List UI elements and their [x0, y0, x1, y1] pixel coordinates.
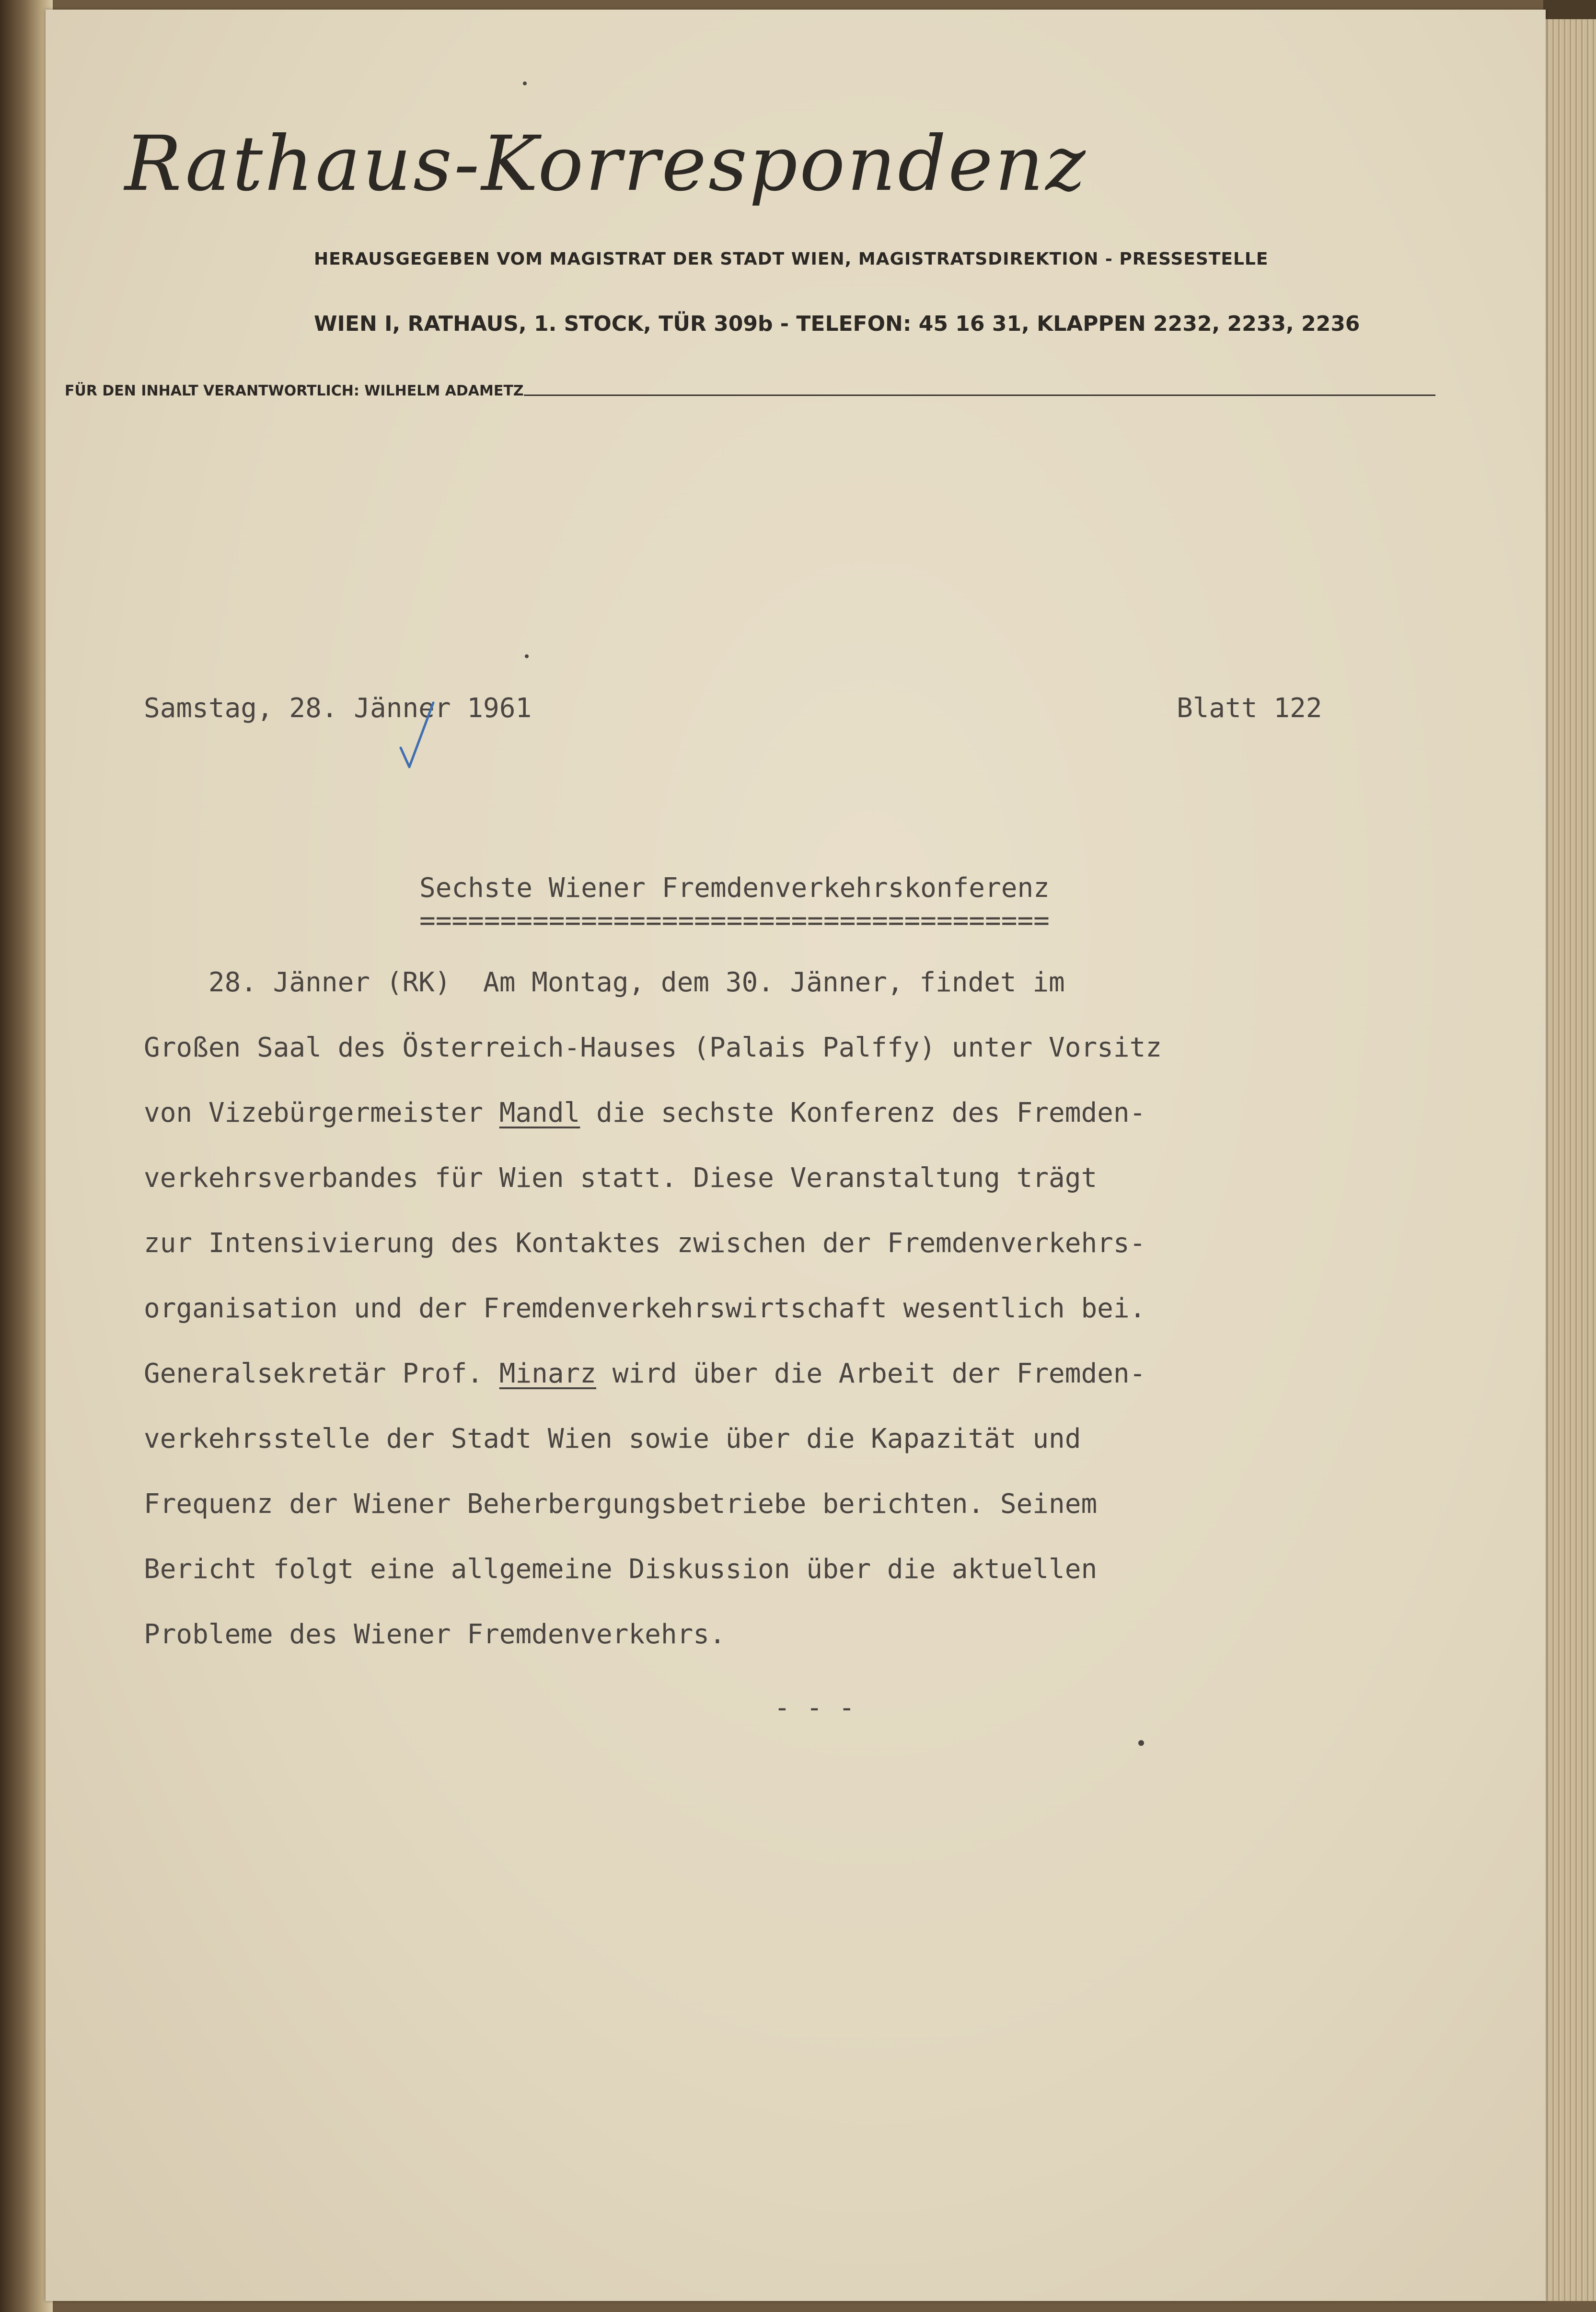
masthead-publisher-line: HERAUSGEGEBEN VOM MAGISTRAT DER STADT WIEN, MAGISTRATSDIREKTION - PRESSESTELLE [314, 249, 1269, 269]
paper-speck [525, 654, 529, 658]
underlined-name-mandl: Mandl [499, 1097, 580, 1128]
document-page [46, 10, 1546, 2301]
body-text-segment: von Vizebürgermeister [144, 1097, 499, 1128]
check-mark-icon [398, 700, 436, 772]
body-text-segment: wird über die Arbeit der Fremden- [596, 1358, 1146, 1389]
body-line: zur Intensivierung des Kontaktes zwischen der Fremdenverkehrs- [144, 1228, 1146, 1259]
body-line: Frequenz der Wiener Beherbergungsbetriebe berichten. Seinem [144, 1488, 1098, 1520]
body-line: Probleme des Wiener Fremdenverkehrs. [144, 1619, 726, 1650]
article-heading: Sechste Wiener Fremdenverkehrskonferenz [419, 872, 1050, 904]
paper-speck [523, 81, 527, 85]
body-text-segment: Generalsekretär Prof. [144, 1358, 499, 1389]
closing-dashes: - - - [774, 1692, 855, 1723]
page-stack [1542, 19, 1596, 2301]
dateline-date: Samstag, 28. Jänner 1961 [144, 693, 532, 724]
article-body [144, 968, 1476, 1685]
body-line [144, 1099, 1476, 1164]
responsible-label: FÜR DEN INHALT VERANTWORTLICH: WILHELM ADAMETZ [65, 383, 524, 399]
body-line: organisation und der Fremdenverkehrswirtschaft wesentlich bei. [144, 1293, 1146, 1324]
body-line: Großen Saal des Österreich-Hauses (Palais Palffy) unter Vorsitz [144, 1032, 1162, 1063]
masthead-address-line: WIEN I, RATHAUS, 1. STOCK, TÜR 309b - TELEFON: 45 16 31, KLAPPEN 2232, 2233, 2236 [314, 312, 1360, 336]
book-spine-edge [0, 0, 53, 2312]
article-heading-underline: ======================================= [419, 905, 1050, 936]
dateline-sheet-number: Blatt 122 [1177, 693, 1322, 724]
body-line: verkehrsverbandes für Wien statt. Diese Veranstaltung trägt [144, 1162, 1098, 1194]
masthead-title: Rathaus-Korrespondenz [125, 120, 1087, 208]
responsible-row [65, 380, 1435, 399]
paper-speck [1138, 1740, 1144, 1746]
body-line: 28. Jänner (RK) Am Montag, dem 30. Jänner, findet im [144, 967, 1065, 998]
responsible-rule [524, 395, 1435, 396]
body-line: Bericht folgt eine allgemeine Diskussion über die aktuellen [144, 1554, 1098, 1585]
body-line: verkehrsstelle der Stadt Wien sowie über die Kapazität und [144, 1423, 1081, 1454]
body-text-segment: die sechste Konferenz des Fremden- [580, 1097, 1146, 1128]
underlined-name-minarz: Minarz [499, 1358, 597, 1389]
body-line [144, 1359, 1476, 1425]
